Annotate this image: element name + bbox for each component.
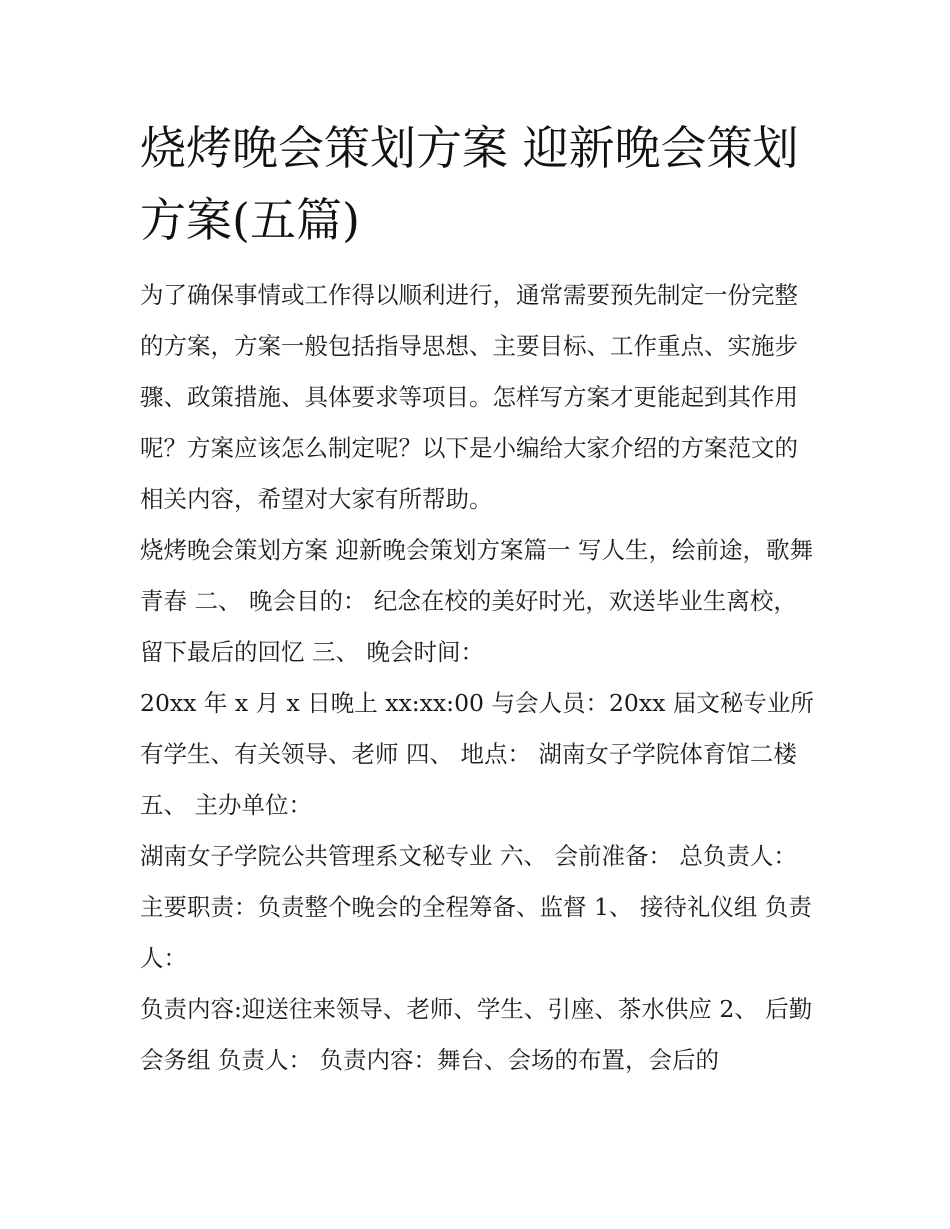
document-body [140, 112, 820, 1086]
organizer-paragraph: 湖南女子学院公共管理系文秘专业 六、 会前准备： 总负责人： 主要职责：负责整个晚会的全程筹备、监督 1、 接待礼仪组 负责人： [140, 842, 812, 972]
section-one-paragraph: 烧烤晚会策划方案 迎新晚会策划方案篇一 写人生，绘前途，歌舞青春 二、 晚会目的： 纪念在校的美好时光，欢送毕业生离校，留下最后的回忆 三、 晚会时间： [140, 536, 813, 666]
document-title: 烧烤晚会策划方案 迎新晚会策划方案(五篇) [140, 121, 799, 247]
intro-paragraph: 为了确保事情或工作得以顺利进行，通常需要预先制定一份完整的方案，方案一般包括指导思想、主要目标、工作重点、实施步骤、政策措施、具体要求等项目。怎样写方案才更能起到其作用呢？方案应该怎么制定呢？以下是小编给大家介绍的方案范文的相关内容，希望对大家有所帮助。 [140, 281, 798, 513]
logistics-paragraph: 负责内容:迎送往来领导、老师、学生、引座、茶水供应 2、 后勤会务组 负责人： 负责内容：舞台、会场的布置，会后的 [140, 995, 813, 1074]
time-location-paragraph: 20xx 年 x 月 x 日晚上 xx:xx:00 与会人员：20xx 届文秘专业所有学生、有关领导、老师 四、 地点： 湖南女子学院体育馆二楼 五、 主办单位： [140, 689, 814, 819]
